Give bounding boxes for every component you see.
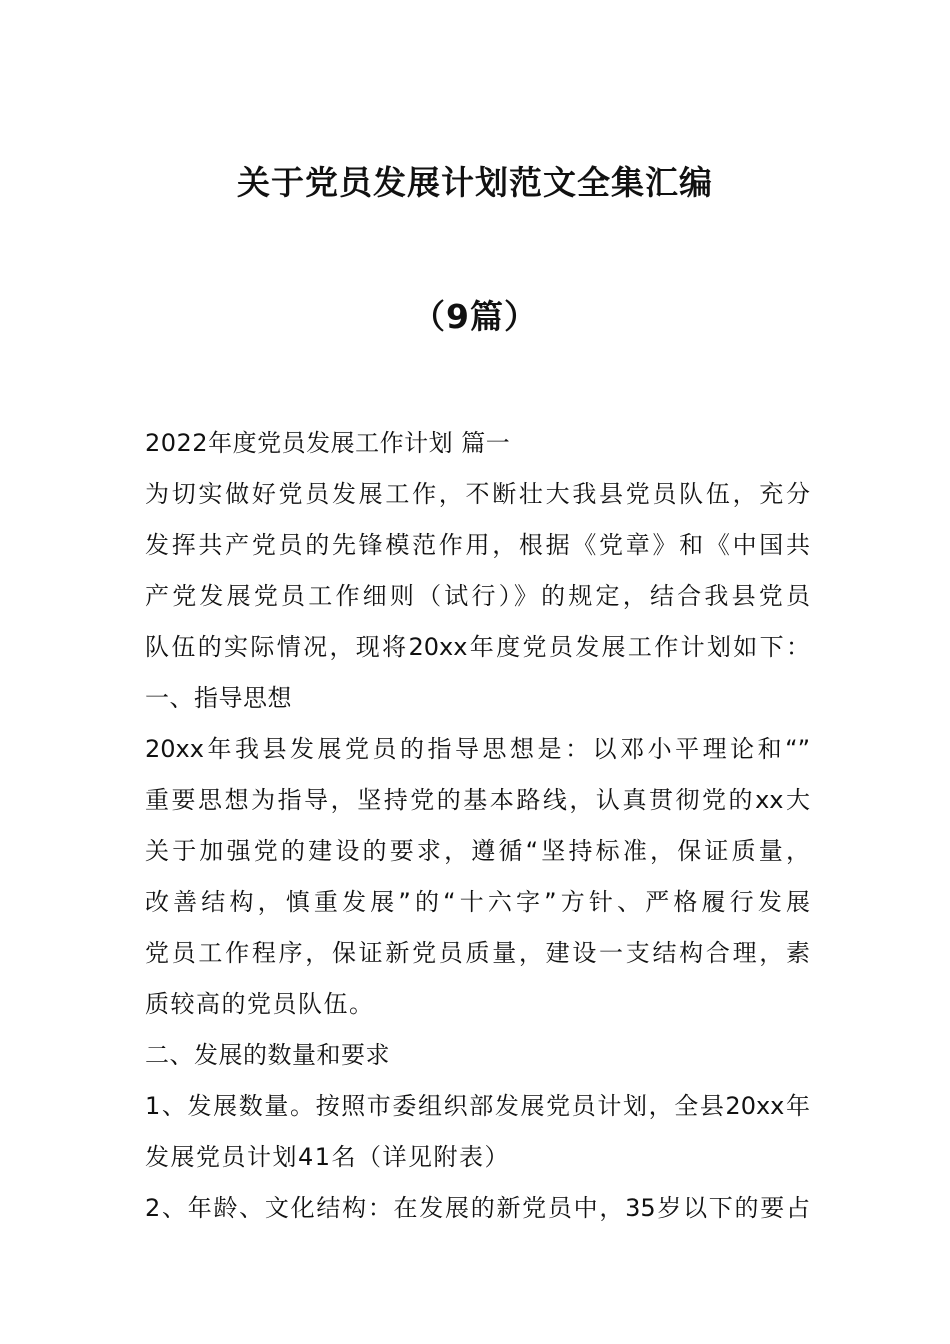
document-body	[145, 418, 810, 1234]
paragraph-line: 发挥共产党员的先锋模范作用，根据《党章》和《中国共	[145, 531, 810, 559]
document-subtitle: （9篇）	[412, 297, 538, 336]
heading-quantity-requirements: 二、发展的数量和要求	[145, 1041, 390, 1069]
paragraph-line: 党员工作程序，保证新党员质量，建设一支结构合理，素	[145, 939, 810, 967]
paragraph-line: 20xx年我县发展党员的指导思想是：以邓小平理论和“”	[145, 735, 810, 763]
paragraph-line: 1、发展数量。按照市委组织部发展党员计划，全县20xx年	[145, 1092, 810, 1120]
paragraph-line: 改善结构，慎重发展”的“十六字”方针、严格履行发展	[145, 888, 810, 916]
paragraph-line: 重要思想为指导，坚持党的基本路线，认真贯彻党的xx大	[145, 786, 810, 814]
paragraph-line: 质较高的党员队伍。	[145, 990, 375, 1018]
document-title: 关于党员发展计划范文全集汇编	[237, 163, 713, 202]
paragraph-line: 关于加强党的建设的要求，遵循“坚持标准，保证质量，	[145, 837, 810, 865]
paragraph-line: 为切实做好党员发展工作，不断壮大我县党员队伍，充分	[145, 480, 810, 508]
heading-guiding-ideology: 一、指导思想	[145, 684, 292, 712]
paragraph-line: 发展党员计划41名（详见附表）	[145, 1143, 511, 1171]
paragraph-line: 队伍的实际情况，现将20xx年度党员发展工作计划如下：	[145, 633, 810, 661]
paragraph-line: 2、年龄、文化结构：在发展的新党员中，35岁以下的要占	[145, 1194, 810, 1222]
paragraph-line: 产党发展党员工作细则（试行）》的规定，结合我县党员	[145, 582, 810, 610]
section-title: 2022年度党员发展工作计划 篇一	[145, 429, 511, 457]
